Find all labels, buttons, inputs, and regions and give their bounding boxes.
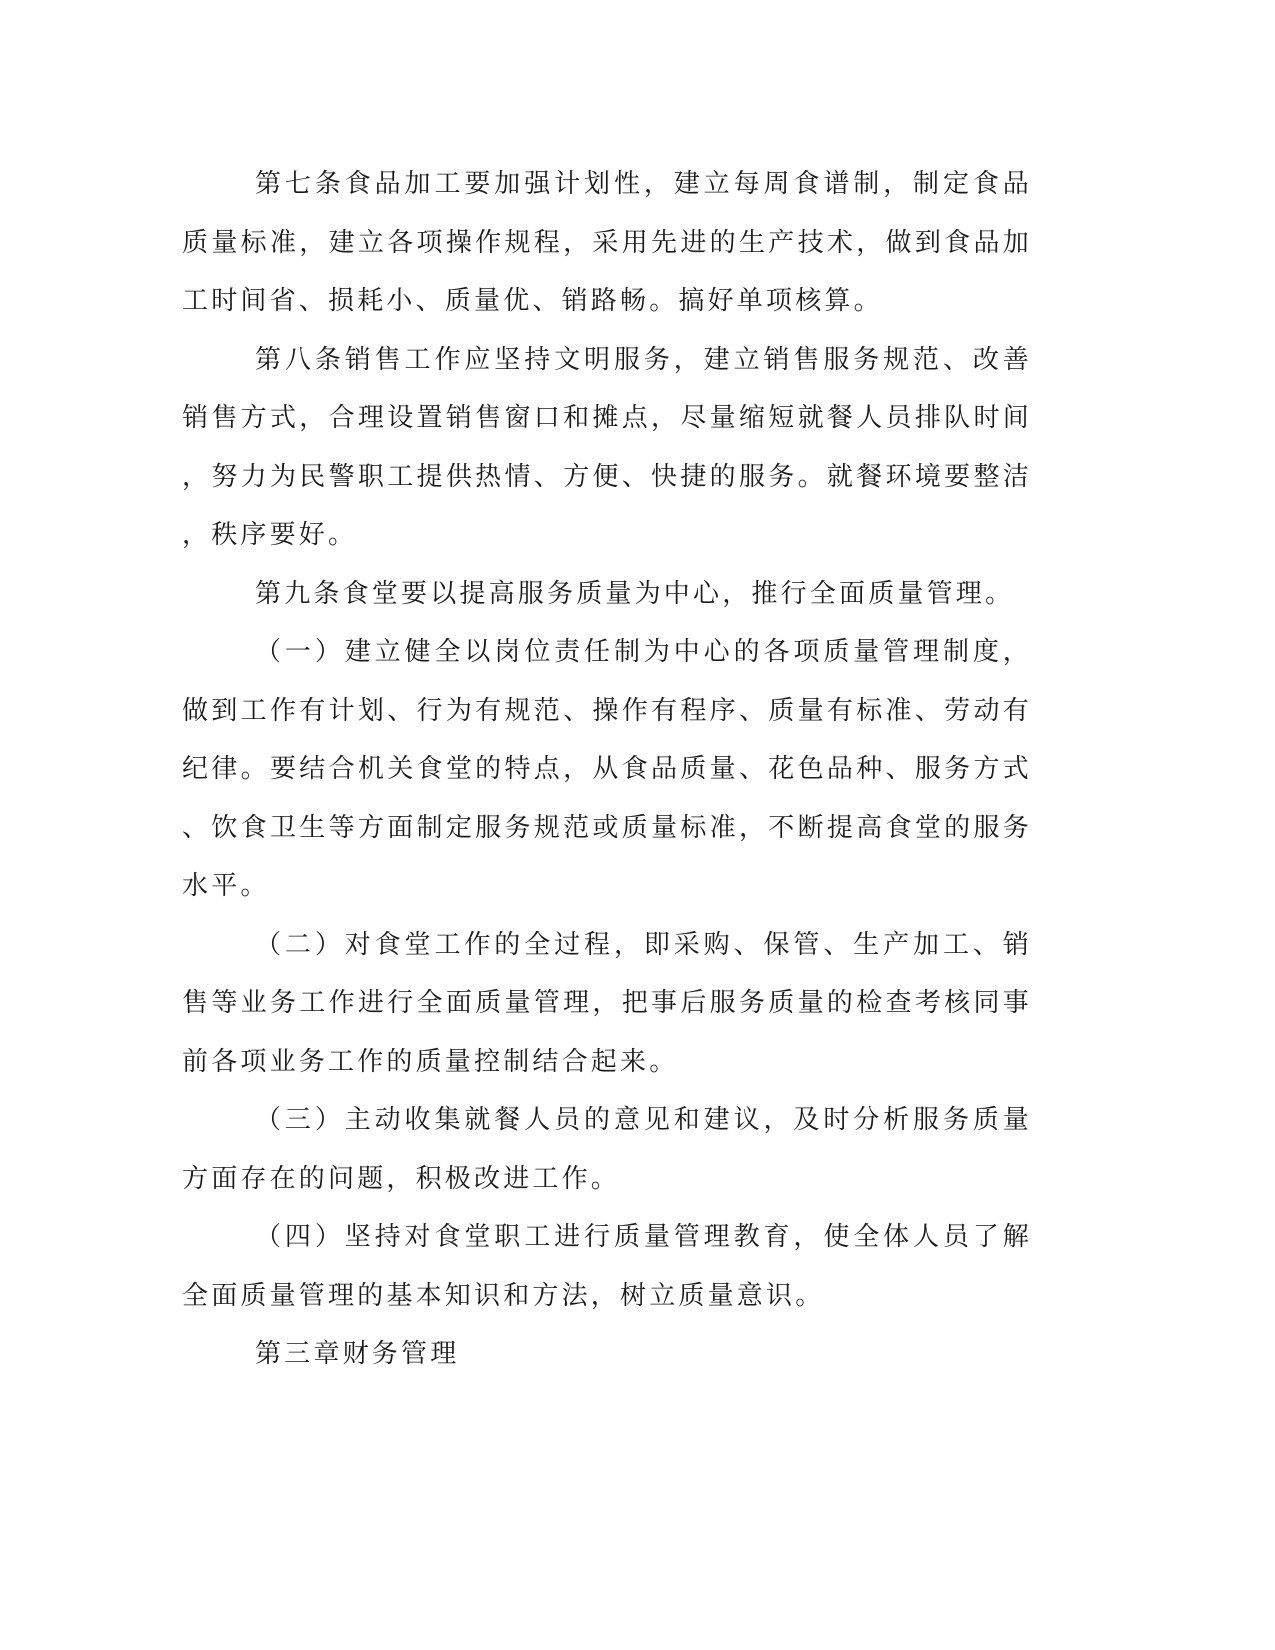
article-7-paragraph: 第七条食品加工要加强计划性，建立每周食谱制，制定食品质量标准，建立各项操作规程，采用先进的生产技术，做到食品加工时间省、损耗小、质量优、销路畅。搞好单项核算。 (182, 169, 1032, 316)
article-9-item-4-paragraph: （四）坚持对食堂职工进行质量管理教育，使全体人员了解全面质量管理的基本知识和方法，树立质量意识。 (182, 1222, 1032, 1311)
chapter-3-heading: 第三章财务管理 (255, 1339, 460, 1369)
article-9-item-2-paragraph: （二）对食堂工作的全过程，即采购、保管、生产加工、销售等业务工作进行全面质量管理，把事后服务质量的检查考核同事前各项业务工作的质量控制结合起来。 (182, 929, 1032, 1077)
document-body (182, 155, 1032, 1384)
article-9-paragraph: 第九条食堂要以提高服务质量为中心，推行全面质量管理。 (255, 578, 1015, 609)
article-8-paragraph: 第八条销售工作应坚持文明服务，建立销售服务规范、改善销售方式，合理设置销售窗口和摊点，尽量缩短就餐人员排队时间，努力为民警职工提供热情、方便、快捷的服务。就餐环境要整洁，秩序要好。 (182, 344, 1032, 550)
article-9-item-3-paragraph: （三）主动收集就餐人员的意见和建议，及时分析服务质量方面存在的问题，积极改进工作。 (182, 1105, 1032, 1194)
article-9-item-1-paragraph: （一）建立健全以岗位责任制为中心的各项质量管理制度，做到工作有计划、行为有规范、操作有程序、质量有标准、劳动有纪律。要结合机关食堂的特点，从食品质量、花色品种、服务方式、饮食卫生等方面制定服务规范或质量标准，不断提高食堂的服务水平。 (182, 637, 1032, 901)
